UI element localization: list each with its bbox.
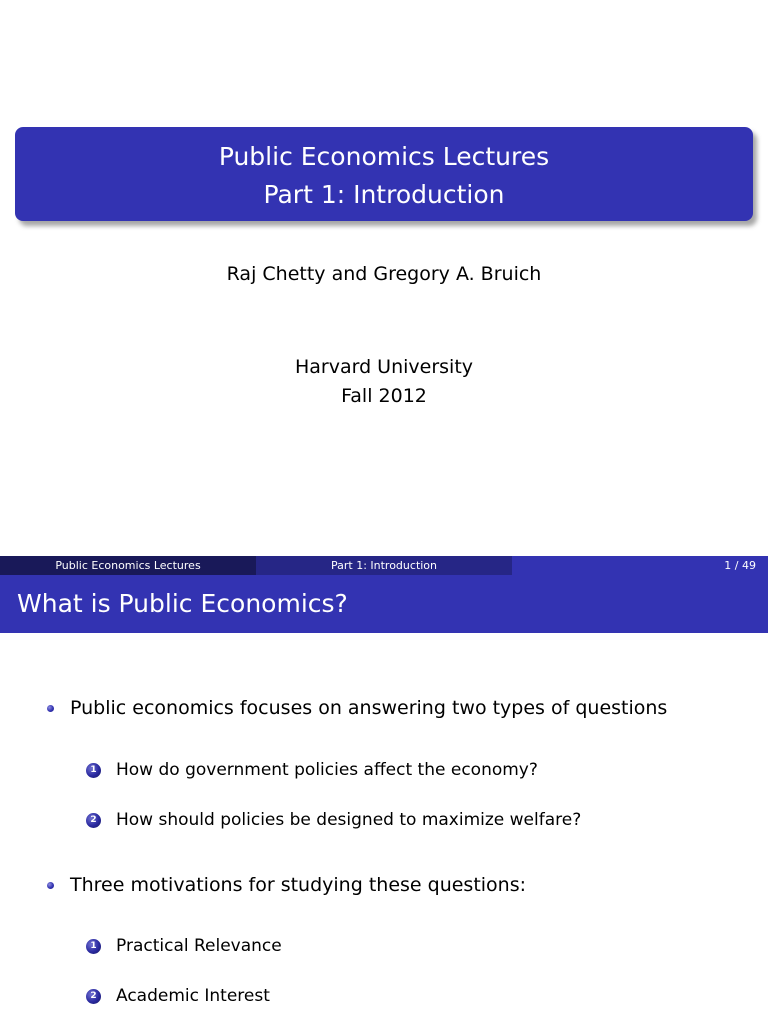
slide-content (0, 633, 768, 1024)
enum-number-icon: 1 (86, 939, 101, 954)
footline-short-title: Public Economics Lectures (0, 556, 256, 575)
title-box (15, 127, 753, 221)
enum-item: Practical Relevance (116, 936, 282, 956)
bullet-item: Public economics focuses on answering two types of questions (70, 697, 668, 719)
presentation-title: Public Economics Lectures (218, 142, 550, 171)
bullet-icon (47, 882, 54, 889)
institute-block (0, 353, 768, 411)
enum-item: How should policies be designed to maximize welfare? (116, 810, 582, 830)
footline-page-area (512, 556, 768, 575)
frame-title-bar (0, 575, 768, 633)
enum-item: Academic Interest (116, 986, 270, 1006)
institution: Harvard University (294, 356, 474, 378)
enum-number-icon: 1 (86, 763, 101, 778)
enum-item: How do government policies affect the economy? (116, 760, 538, 780)
bullet-icon (47, 705, 54, 712)
footline (0, 556, 768, 575)
enum-number-icon: 2 (86, 989, 101, 1004)
enum-number-icon: 2 (86, 813, 101, 828)
frame-title: What is Public Economics? (17, 589, 348, 618)
presentation-subtitle: Part 1: Introduction (263, 180, 505, 209)
footline-subtitle: Part 1: Introduction (256, 556, 512, 575)
term-date: Fall 2012 (341, 385, 427, 407)
bullet-item: Three motivations for studying these questions: (70, 874, 527, 896)
page-number: 1 / 49 (724, 559, 756, 572)
authors: Raj Chetty and Gregory A. Bruich (226, 263, 542, 285)
